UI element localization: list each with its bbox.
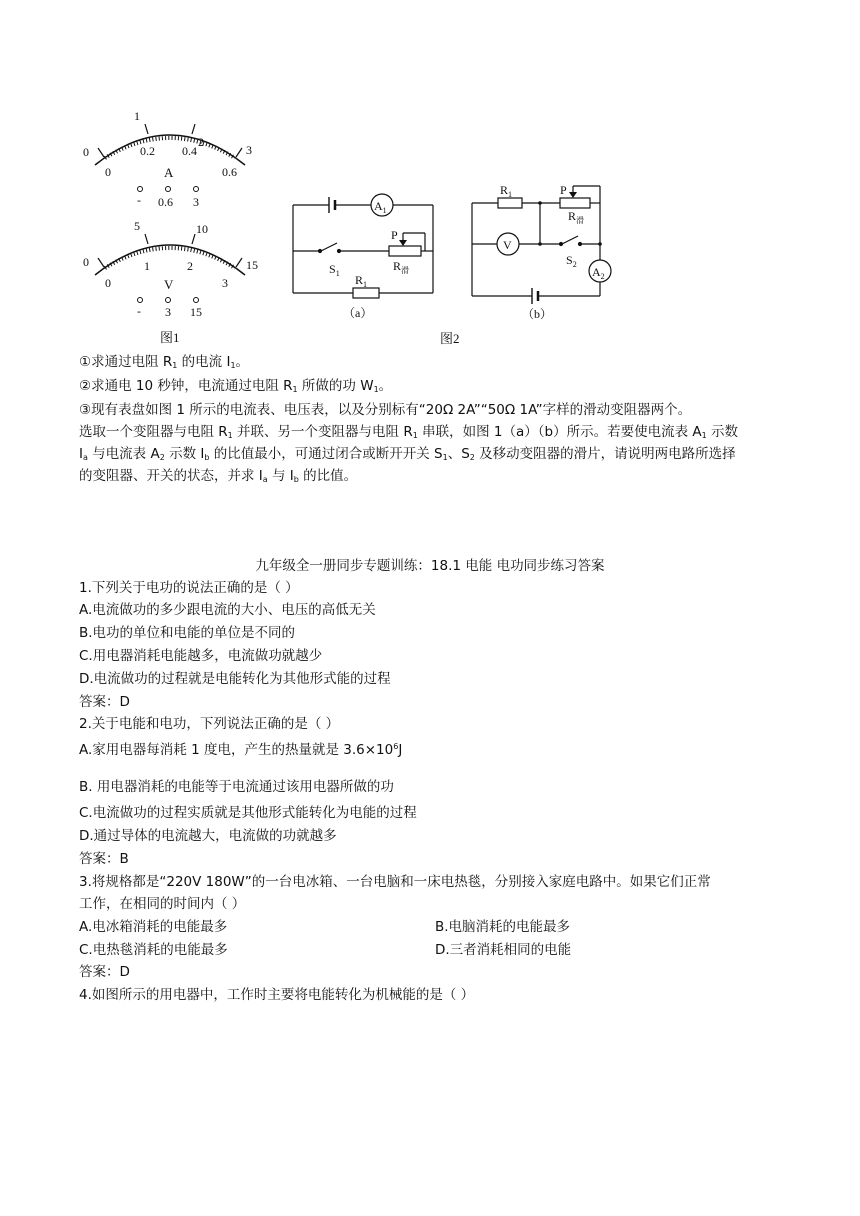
- figure-2-caption: 图2: [440, 331, 460, 346]
- circuit-a-caption: （a）: [343, 306, 373, 320]
- circuit-b-resistor-label: $R_1$: [500, 183, 513, 199]
- answer-q3-answer: 答案：D: [79, 964, 130, 980]
- voltmeter-unit: V: [164, 277, 174, 292]
- voltmeter-terminal-15: 15: [190, 305, 202, 319]
- ammeter-lower-tick-1: 0.2: [140, 144, 155, 158]
- voltmeter-lower-tick-2: 2: [187, 259, 193, 273]
- problem-q3-line-3: $I_a$ 与电流表 $A_2$ 示数 $I_b$ 的比值最小，可通过闭合或断开开关 $S_1$、$S_2$ 及移动变阻器的滑片，请说明两电路所选择: [79, 446, 736, 462]
- answer-q1-answer: 答案：D: [79, 694, 130, 710]
- answer-q3-option-c: C.电热毯消耗的电能最多: [79, 942, 228, 958]
- voltmeter-lower-tick-0: 0: [105, 276, 111, 290]
- ammeter-lower-tick-0: 0: [105, 165, 111, 179]
- answer-q3-option-b: B.电脑消耗的电能最多: [435, 919, 571, 935]
- circuit-b-voltmeter-label: V: [503, 238, 512, 252]
- answer-q1-option-d: D.电流做功的过程就是电能转化为其他形式能的过程: [79, 671, 391, 687]
- ammeter-upper-tick-2: 2: [198, 135, 204, 149]
- voltmeter-upper-tick-0: 0: [83, 255, 89, 269]
- answer-q1-stem: 1.下列关于电功的说法正确的是（ ）: [79, 580, 299, 596]
- circuit-a-resistor-label: $R_1$: [355, 273, 368, 289]
- circuit-b-rheostat-label: $R_滑$: [568, 209, 585, 225]
- problem-q1: ①求通过电阻 $R_1$ 的电流 $I_1$。: [79, 354, 250, 370]
- voltmeter-lower-tick-1: 1: [144, 259, 150, 273]
- problem-q3-line-2: 选取一个变阻器与电阻 $R_1$ 并联、另一个变阻器与电阻 $R_1$ 串联，如图 1（a）（b）所示。若要使电流表 $A_1$ 示数: [79, 424, 739, 440]
- problem-q3-line-1: ③现有表盘如图 1 所示的电流表、电压表，以及分别标有“20Ω 2A”“50Ω 1A”字样的滑动变阻器两个。: [79, 402, 692, 418]
- ammeter-dial: [83, 109, 252, 209]
- voltmeter-upper-tick-3: 15: [246, 258, 258, 272]
- voltmeter-dial: [83, 219, 258, 319]
- ammeter-upper-tick-0: 0: [83, 145, 89, 159]
- voltmeter-terminal-3: 3: [165, 305, 171, 319]
- circuit-a-ammeter-label: $A_1$: [374, 199, 387, 215]
- circuit-a-slider-label: P: [391, 228, 398, 242]
- circuit-b-ammeter-label: $A_2$: [592, 265, 605, 281]
- answer-q4-stem: 4.如图所示的用电器中，工作时主要将电能转化为机械能的是（ ）: [79, 987, 475, 1003]
- answer-q2-answer: 答案：B: [79, 851, 129, 867]
- ammeter-terminal-neg: -: [137, 193, 141, 207]
- answers-title: 九年级全一册同步专题训练：18.1 电能 电功同步练习答案: [255, 558, 605, 574]
- ammeter-upper-tick-3: 3: [246, 143, 252, 157]
- figure-1-meters: [70, 100, 270, 350]
- answer-q3-stem-line-2: 工作，在相同的时间内（ ）: [79, 896, 246, 912]
- ammeter-terminal-3: 3: [193, 195, 199, 209]
- circuit-b-slider-label: P: [560, 183, 567, 197]
- voltmeter-upper-tick-2: 10: [196, 222, 208, 236]
- circuit-b-switch-label: $S_2$: [566, 253, 577, 269]
- circuit-b-caption: （b）: [522, 307, 553, 321]
- ammeter-upper-tick-1: 1: [134, 109, 140, 123]
- ammeter-lower-tick-2: 0.4: [182, 144, 197, 158]
- answer-q2-option-c: C.电流做功的过程实质就是其他形式能转化为电能的过程: [79, 805, 417, 821]
- answer-q1-option-b: B.电功的单位和电能的单位是不同的: [79, 625, 296, 641]
- answer-q2-option-a: A.家用电器每消耗 1 度电，产生的热量就是 $3.6\times 10^6J$: [79, 742, 403, 758]
- ammeter-terminal-0.6: 0.6: [158, 195, 173, 209]
- ammeter-unit: A: [164, 165, 174, 180]
- ammeter-lower-tick-3: 0.6: [222, 165, 237, 179]
- voltmeter-terminal-neg: -: [137, 304, 141, 318]
- answer-q2-option-d: D.通过导体的电流越大，电流做的功就越多: [79, 828, 337, 844]
- voltmeter-upper-tick-1: 5: [134, 219, 140, 233]
- circuit-b: [460, 178, 620, 328]
- answer-q1-option-c: C.用电器消耗电能越多，电流做功就越少: [79, 648, 323, 664]
- problem-q2: ②求通电 10 秒钟，电流通过电阻 $R_1$ 所做的功 $W_1$。: [79, 378, 393, 394]
- voltmeter-lower-tick-3: 3: [222, 276, 228, 290]
- answer-q2-stem: 2.关于电能和电功，下列说法正确的是（ ）: [79, 716, 340, 732]
- answer-q3-option-d: D.三者消耗相同的电能: [435, 942, 572, 958]
- answer-q1-option-a: A.电流做功的多少跟电流的大小、电压的高低无关: [79, 602, 376, 618]
- answer-q2-option-b: B. 用电器消耗的电能等于电流通过该用电器所做的功: [79, 779, 394, 795]
- problem-q3-line-4: 的变阻器、开关的状态，并求 $I_a$ 与 $I_b$ 的比值。: [79, 468, 358, 484]
- figure-1-caption: 图1: [160, 330, 180, 345]
- circuit-a-switch-label: $S_1$: [329, 262, 340, 278]
- circuit-a-rheostat-label: $R_滑$: [393, 259, 410, 275]
- answer-q3-stem-line-1: 3.将规格都是“220V 180W”的一台电冰箱、一台电脑和一床电热毯，分别接入家庭电路中。如果它们正常: [79, 874, 711, 890]
- answer-q3-option-a: A.电冰箱消耗的电能最多: [79, 919, 228, 935]
- circuit-a: [285, 185, 450, 325]
